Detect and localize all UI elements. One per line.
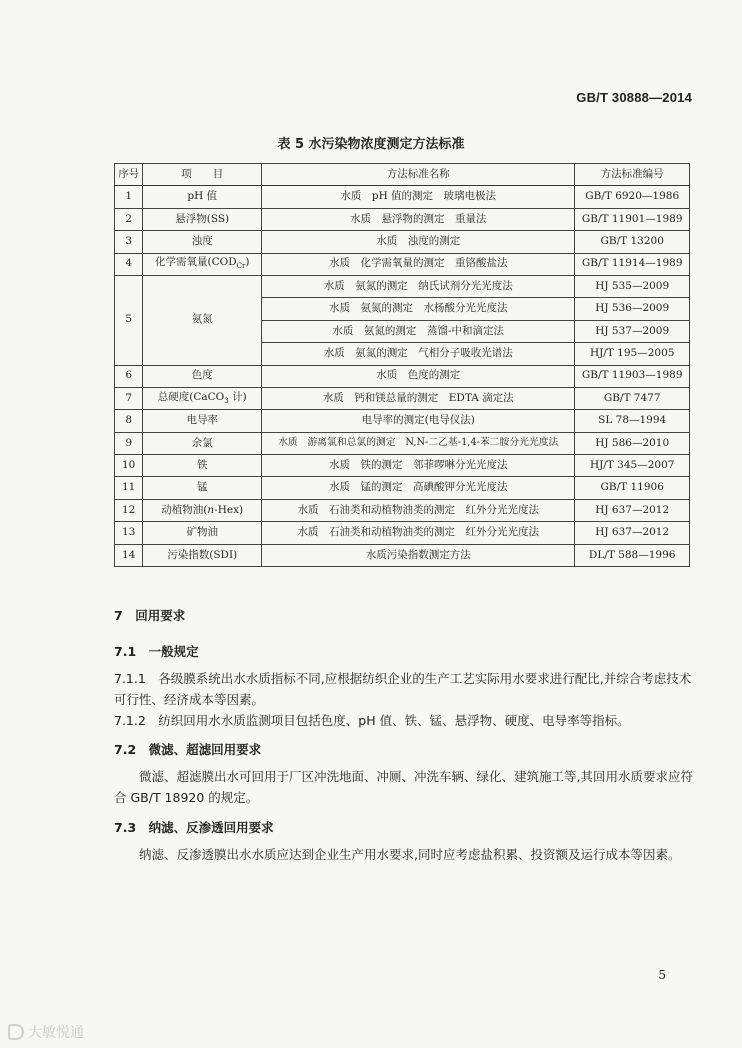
cell-item: 锰 bbox=[143, 477, 262, 499]
cell-method: 水质 钙和镁总量的测定 EDTA 滴定法 bbox=[262, 387, 575, 409]
cell-code: HJ/T 345—2007 bbox=[575, 455, 690, 477]
cell-code: GB/T 11906 bbox=[575, 477, 690, 499]
cell-code: GB/T 11903—1989 bbox=[575, 365, 690, 387]
cell-code: HJ 536—2009 bbox=[575, 298, 690, 320]
cell-method: 水质污染指数测定方法 bbox=[262, 544, 575, 566]
subscript-3: 3 bbox=[224, 396, 229, 405]
item-text: 动植物油( bbox=[161, 503, 208, 516]
cell-no: 8 bbox=[115, 410, 143, 432]
section-7-3-heading: 7.3 纳滤、反渗透回用要求 bbox=[114, 820, 274, 835]
cell-method: 水质 氨氮的测定 蒸馏-中和滴定法 bbox=[262, 320, 575, 342]
table-row bbox=[115, 186, 690, 208]
table-row bbox=[115, 477, 690, 499]
cell-item: 浊度 bbox=[143, 231, 262, 253]
cell-method: 水质 色度的测定 bbox=[262, 365, 575, 387]
table-row bbox=[115, 455, 690, 477]
cell-item: 悬浮物(SS) bbox=[143, 208, 262, 230]
cell-item: 电导率 bbox=[143, 410, 262, 432]
table-row bbox=[115, 253, 690, 275]
cell-no: 10 bbox=[115, 455, 143, 477]
cell-method: 水质 游离氯和总氯的测定 N,N-二乙基-1,4-苯二胺分光光度法 bbox=[262, 432, 575, 454]
hex-suffix: -Hex) bbox=[214, 503, 244, 516]
cell-method: 电导率的测定(电导仪法) bbox=[262, 410, 575, 432]
item-text: 总硬度(CaCO bbox=[157, 390, 225, 403]
section-7-2-heading: 7.2 微滤、超滤回用要求 bbox=[114, 742, 262, 757]
cell-item: 铁 bbox=[143, 455, 262, 477]
item-text: 化学需氧量(COD bbox=[154, 256, 237, 269]
standard-code: GB/T 30888—2014 bbox=[576, 90, 692, 105]
subscript-cr: Cr bbox=[236, 262, 246, 271]
cell-no: 2 bbox=[115, 208, 143, 230]
cell-item: 污染指数(SDI) bbox=[143, 544, 262, 566]
table-row bbox=[115, 231, 690, 253]
page-number: 5 bbox=[658, 968, 666, 982]
cell-code: HJ 637—2012 bbox=[575, 499, 690, 521]
cell-method: 水质 悬浮物的测定 重量法 bbox=[262, 208, 575, 230]
table-title: 表 5 水污染物浓度测定方法标准 bbox=[277, 137, 465, 152]
header-method-code: 方法标准编号 bbox=[575, 164, 690, 186]
close-paren: ) bbox=[245, 256, 250, 269]
cell-method: 水质 锰的测定 高碘酸钾分光光度法 bbox=[262, 477, 575, 499]
italic-n: n bbox=[207, 503, 215, 516]
cell-item: 色度 bbox=[143, 365, 262, 387]
cell-method: 水质 铁的测定 邻菲啰啉分光光度法 bbox=[262, 455, 575, 477]
cell-code: HJ 637—2012 bbox=[575, 522, 690, 544]
cell-item: 余氯 bbox=[143, 432, 262, 454]
cell-method: 水质 氨氮的测定 纳氏试剂分光光度法 bbox=[262, 275, 575, 297]
cell-item: pH 值 bbox=[143, 186, 262, 208]
table-row bbox=[115, 432, 690, 454]
cell-code: GB/T 11914—1989 bbox=[575, 253, 690, 275]
cell-item: 矿物油 bbox=[143, 522, 262, 544]
cell-no: 12 bbox=[115, 499, 143, 521]
cell-code: HJ 586—2010 bbox=[575, 432, 690, 454]
cell-code: SL 78—1994 bbox=[575, 410, 690, 432]
cell-method: 水质 化学需氧量的测定 重铬酸盐法 bbox=[262, 253, 575, 275]
section-7-1-2-text: 7.1.2 纺织回用水水质监测项目包括色度、pH 值、铁、锰、悬浮物、硬度、电导率等指标。 bbox=[114, 713, 630, 728]
cell-code: GB/T 13200 bbox=[575, 231, 690, 253]
section-7-heading: 7 回用要求 bbox=[114, 608, 186, 623]
cell-no: 1 bbox=[115, 186, 143, 208]
table-row bbox=[115, 410, 690, 432]
cell-code: HJ 537—2009 bbox=[575, 320, 690, 342]
cell-no: 11 bbox=[115, 477, 143, 499]
table-row bbox=[115, 208, 690, 230]
cell-method: 水质 石油类和动植物油类的测定 红外分光光度法 bbox=[262, 499, 575, 521]
cell-method: 水质 氨氮的测定 水杨酸分光光度法 bbox=[262, 298, 575, 320]
table-header-row bbox=[115, 164, 690, 186]
watermark-logo-icon bbox=[8, 1024, 24, 1040]
table-row bbox=[115, 522, 690, 544]
cell-method: 水质 石油类和动植物油类的测定 红外分光光度法 bbox=[262, 522, 575, 544]
cell-no: 13 bbox=[115, 522, 143, 544]
cell-no: 4 bbox=[115, 253, 143, 275]
cell-no: 3 bbox=[115, 231, 143, 253]
methods-table bbox=[114, 163, 690, 567]
watermark bbox=[8, 1022, 84, 1042]
cell-item bbox=[143, 253, 262, 275]
section-7-2-text: 微滤、超滤膜出水可回用于厂区冲洗地面、冲厕、冲洗车辆、绿化、建筑施工等,其回用水质要求应符合 GB/T 18920 的规定。 bbox=[114, 769, 693, 805]
calc-suffix: 计) bbox=[228, 390, 247, 403]
cell-no: 7 bbox=[115, 387, 143, 409]
section-7-1-1-text: 7.1.1 各级膜系统出水水质指标不同,应根据纺织企业的生产工艺实际用水要求进行配比,并综合考虑技术可行性、经济成本等因素。 bbox=[114, 671, 692, 707]
header-no: 序号 bbox=[115, 164, 143, 186]
section-7-3-text: 纳滤、反渗透膜出水水质应达到企业生产用水要求,同时应考虑盐积累、投资额及运行成本等因素。 bbox=[139, 847, 681, 862]
cell-item: 氨氮 bbox=[143, 275, 262, 365]
cell-method: 水质 浊度的测定 bbox=[262, 231, 575, 253]
table-row bbox=[115, 275, 690, 297]
cell-code: DL/T 588—1996 bbox=[575, 544, 690, 566]
cell-method: 水质 氨氮的测定 气相分子吸收光谱法 bbox=[262, 343, 575, 365]
cell-code: GB/T 7477 bbox=[575, 387, 690, 409]
cell-no: 9 bbox=[115, 432, 143, 454]
cell-item bbox=[143, 387, 262, 409]
cell-no: 6 bbox=[115, 365, 143, 387]
section-7-1-heading: 7.1 一般规定 bbox=[114, 644, 199, 659]
cell-no: 5 bbox=[115, 275, 143, 365]
header-item: 项 目 bbox=[143, 164, 262, 186]
table-row bbox=[115, 365, 690, 387]
table-row bbox=[115, 499, 690, 521]
table-row bbox=[115, 544, 690, 566]
cell-code: HJ 535—2009 bbox=[575, 275, 690, 297]
cell-code: HJ/T 195—2005 bbox=[575, 343, 690, 365]
cell-method: 水质 pH 值的测定 玻璃电极法 bbox=[262, 186, 575, 208]
header-method-name: 方法标准名称 bbox=[262, 164, 575, 186]
table-row bbox=[115, 387, 690, 409]
cell-item bbox=[143, 499, 262, 521]
cell-code: GB/T 6920—1986 bbox=[575, 186, 690, 208]
watermark-text: 大敏悦通 bbox=[28, 1025, 84, 1041]
cell-code: GB/T 11901—1989 bbox=[575, 208, 690, 230]
cell-no: 14 bbox=[115, 544, 143, 566]
